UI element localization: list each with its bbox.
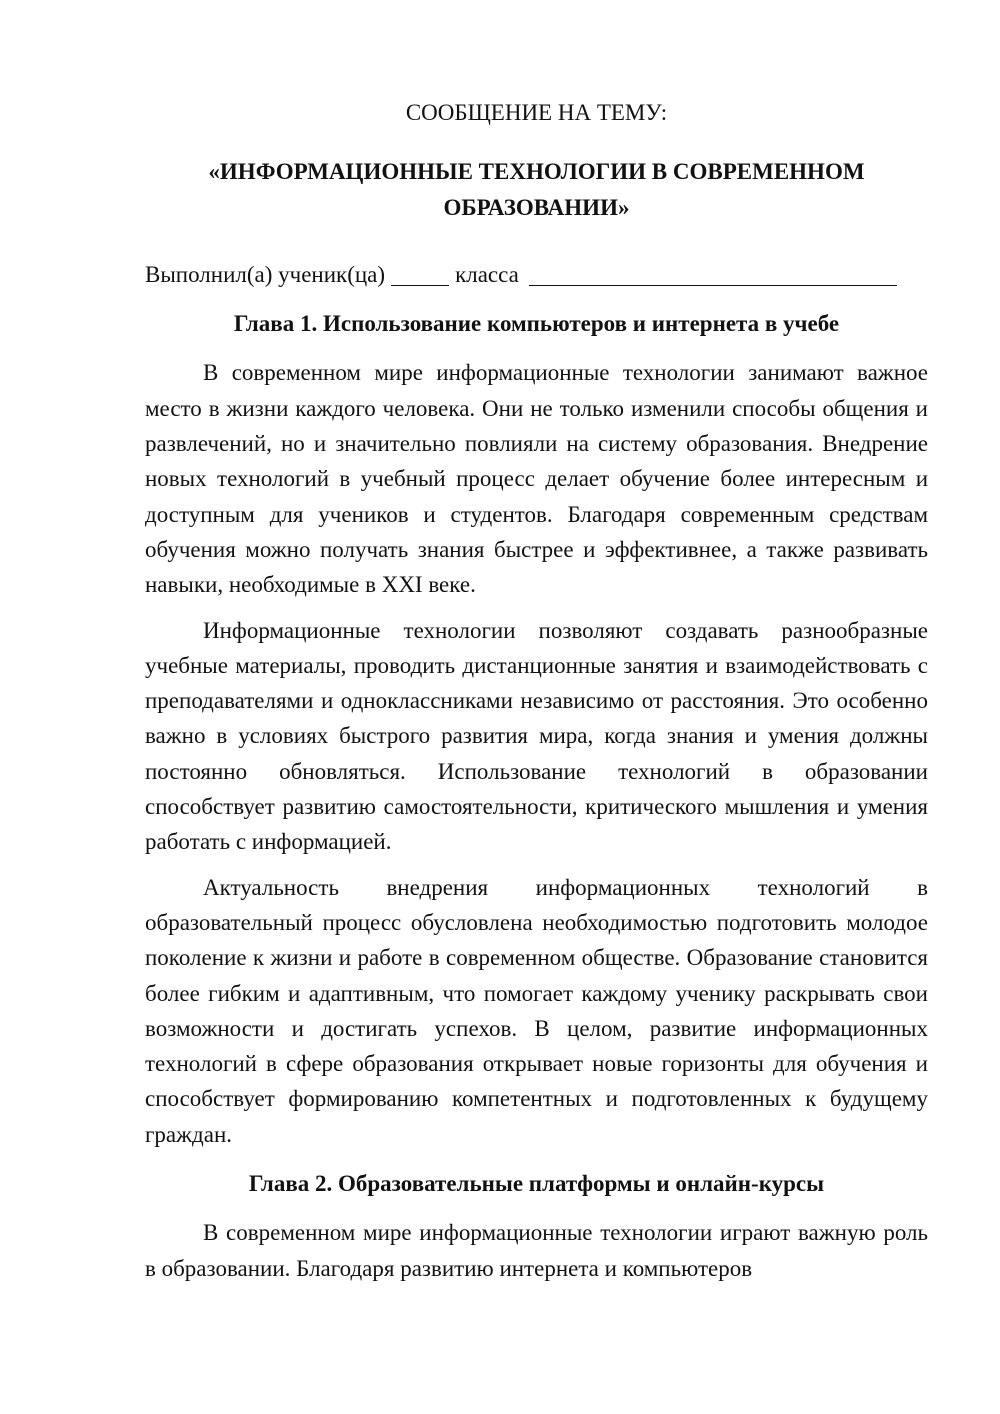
- paragraph: В современном мире информационные технологии занимают важное место в жизни каждого человека. Они не только изменили способы общения и развлечений, но и значительно повлияли на систему образования. Внедрение новых технологий в учебный процесс делает обучение более интересным и доступным для учеников и студентов. Благодаря современным средствам обучения можно получать знания быстрее и эффективнее, а также развивать навыки, необходимые в XXI веке.: [145, 360, 928, 598]
- chapter-title: Глава 1. Использование компьютеров и интернета в учебе: [233, 311, 840, 337]
- class-number-blank: [391, 263, 449, 286]
- paragraph: В современном мире информационные технологии играют важную роль в образовании. Благодаря развитию интернета и компьютеров: [145, 1220, 928, 1281]
- author-class-label: класса: [455, 261, 519, 287]
- author-line: [145, 257, 928, 292]
- paragraph: Актуальность внедрения информационных технологий в образовательный процесс обусловлена необходимостью подготовить молодое поколение к жизни и работе в современном обществе. Образование становится более гибким и адаптивным, что помогает каждому ученику раскрывать свои возможности и достигать успехов. В целом, развитие информационных технологий в сфере образования открывает новые горизонты для обучения и способствует формированию компетентных и подготовленных к будущему граждан.: [145, 874, 928, 1147]
- chapter-title: Глава 2. Образовательные платформы и онлайн-курсы: [248, 1171, 825, 1197]
- document-heading: СООБЩЕНИЕ НА ТЕМУ:: [405, 100, 668, 125]
- document-page: [145, 95, 928, 1296]
- chapter-1: [145, 306, 928, 1152]
- student-name-blank: [529, 263, 897, 286]
- document-title: «ИНФОРМАЦИОННЫЕ ТЕХНОЛОГИИ В СОВРЕМЕННОМ ОБРАЗОВАНИИ»: [208, 159, 865, 220]
- chapter-2: [145, 1166, 928, 1286]
- paragraph: Информационные технологии позволяют создавать разнообразные учебные материалы, проводить дистанционные занятия и взаимодействовать с преподавателями и одноклассниками независимо от расстояния. Это особенно важно в условиях быстрого развития мира, когда знания и умения должны постоянно обновляться. Использование технологий в образовании способствует развитию самостоятельности, критического мышления и умения работать с информацией.: [145, 617, 928, 855]
- author-prefix: Выполнил(а) ученик(ца): [145, 261, 386, 287]
